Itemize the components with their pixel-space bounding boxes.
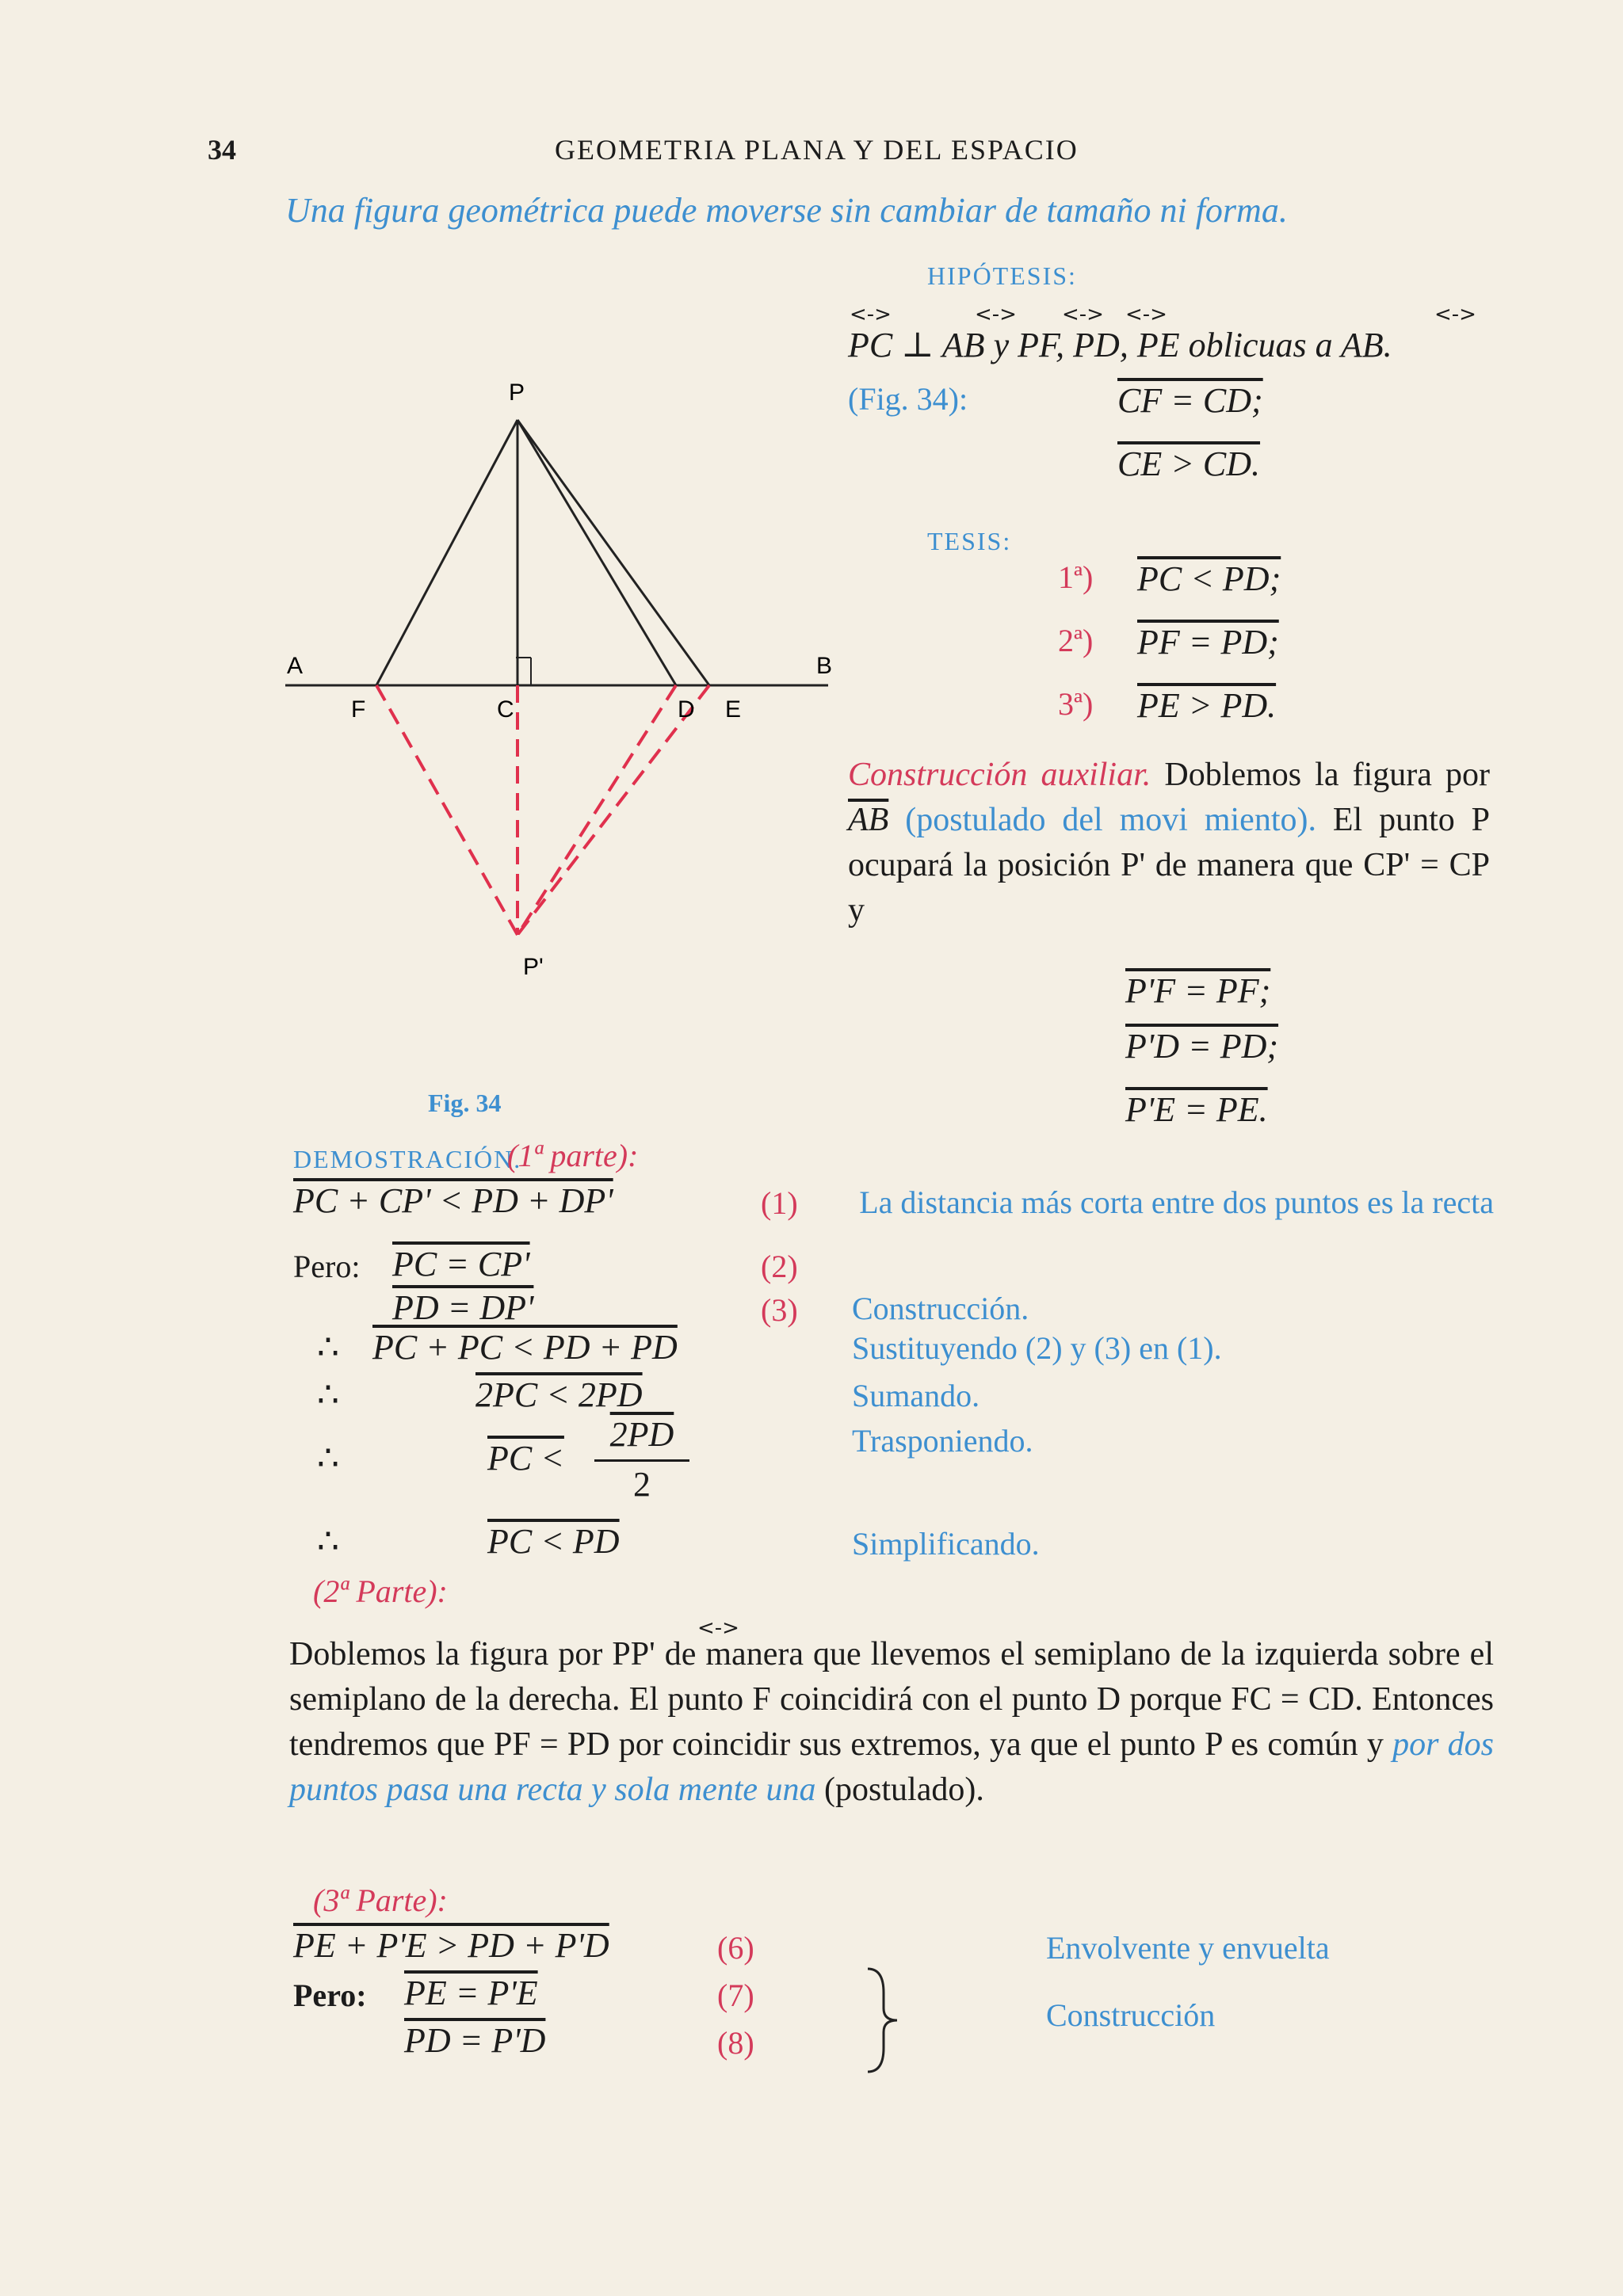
label-b: B — [816, 653, 833, 679]
right-brace — [864, 1965, 903, 2076]
part3-expr-7: PE = P'E — [404, 1974, 538, 2012]
tesis-item-3: PE > PD. — [1137, 686, 1277, 725]
proof-reason-3: Construcción. — [852, 1291, 1029, 1326]
proof-expr-5: 2PC < 2PD — [475, 1375, 643, 1414]
proof-pre-6: ∴ — [317, 1439, 339, 1478]
proof-reason-1: La distancia más corta entre dos puntos es la recta — [859, 1184, 1494, 1220]
proof-reason-5: Sumando. — [852, 1378, 980, 1413]
segment-dpp — [517, 685, 676, 935]
label-a: A — [287, 653, 304, 679]
hipotesis-line: PC ⊥ AB y PF, PD, PE oblicuas a AB. — [848, 326, 1392, 364]
tesis-num-3: 3ª) — [1058, 686, 1094, 722]
fig-reference: (Fig. 34): — [848, 381, 968, 417]
book-page: 34 GEOMETRIA PLANA Y DEL ESPACIO Una figura geométrica puede moverse sin cambiar de tamaño ni forma. P A B F C D E P' Fig. 34 HIPÓTESIS: <-> <-> <-> <-> <-> PC ⊥ AB y PF, PD, PE oblicuas a AB. (Fig. 34): CF = CD; CE > CD. TESIS: 1ª) PC < PD; 2ª) PF = PD; 3ª) PE > PD. Construcción auxiliar. Doblemos la figura por $\overline{AB}$ (postulado del movi miento). El punto P ocupará la posición P' de manera que CP' = CP y P'F = PF; P'D = PD; P'E = PE. DEMOSTRACIÓN. (1ª parte): PC + CP' < PD + DP' (1) La distancia más corta entre dos puntos es la recta Pero: PC = CP' (2) PD = DP' (3) Construcción. ∴ PC + PC < PD + PD Sustituyendo (2) y (3) en (1). ∴ 2PC < 2PD Sumando. ∴ PC < 2PD 2 Trasponiendo. ∴ PC < PD Simplificando. (2ª Parte): <-> Doblemos la figura por PP' de manera que llevemos el semiplano de la izquierda sobre el semiplano de la derecha. El punto F coincidirá con el punto D porque FC = CD. Entonces tendremos que PF = PD por coincidir sus extremos, ya que el punto P es común y por dos puntos pasa una recta y sola mente una (postulado). (3ª Parte): PE + P'E > PD + P'D (6) Envolvente y envuelta Pero: PE = P'E (7) Construcción PD = P'D (8) — [0, 0, 1623, 2296]
proof-expr-3: PD = DP' — [392, 1288, 534, 1327]
part1-heading: (1ª parte): — [507, 1138, 639, 1173]
figure-caption: Fig. 34 — [428, 1089, 502, 1117]
segment-epp — [517, 685, 709, 935]
proof-expr-4: PC + PC < PD + PD — [372, 1328, 678, 1367]
intro-sentence: Una figura geométrica puede moverse sin cambiar de tamaño ni forma. — [285, 191, 1288, 230]
proof-frac-num: 2PD — [609, 1415, 674, 1454]
segment-pf — [376, 420, 517, 685]
demostracion-heading: DEMOSTRACIÓN. — [293, 1145, 522, 1173]
part3-expr-6: PE + P'E > PD + P'D — [293, 1926, 609, 1965]
segment-fpp — [376, 685, 517, 935]
running-title: GEOMETRIA PLANA Y DEL ESPACIO — [555, 134, 1079, 166]
segment-pd — [517, 420, 676, 685]
proof-pre-2: Pero: — [293, 1249, 361, 1284]
construccion-eq2: P'D = PD; — [1125, 1027, 1279, 1066]
proof-num-1: (1) — [761, 1185, 798, 1221]
part2-text-b: (postulado). — [824, 1772, 984, 1808]
proof-frac-den: 2 — [633, 1465, 651, 1504]
construccion-text2: El punto P ocupará la posición P' de manera que CP' = CP y — [848, 802, 1490, 929]
segment-pe — [517, 420, 709, 685]
hipotesis-eq2: CE > CD. — [1117, 444, 1261, 483]
fraction-bar — [594, 1459, 689, 1462]
hipotesis-eq1: CF = CD; — [1117, 381, 1263, 420]
label-e: E — [725, 696, 742, 723]
construccion-paragraph — [848, 753, 1490, 933]
proof-expr-6: PC < — [487, 1439, 564, 1478]
construccion-eq3: P'E = PE. — [1125, 1090, 1268, 1129]
tesis-num-2: 2ª) — [1058, 623, 1094, 658]
hipotesis-heading: HIPÓTESIS: — [927, 261, 1077, 290]
construccion-postulado: (postulado del movi miento). — [905, 802, 1316, 838]
construccion-ab: $\overline{AB}$ — [848, 802, 889, 838]
proof-pre-7: ∴ — [317, 1522, 339, 1561]
proof-reason-7: Simplificando. — [852, 1526, 1040, 1562]
proof-reason-6: Trasponiendo. — [852, 1423, 1033, 1459]
part3-num-6: (6) — [717, 1930, 754, 1966]
part3-num-7: (7) — [717, 1978, 754, 2013]
proof-expr-1: PC + CP' < PD + DP' — [293, 1181, 613, 1220]
part3-heading: (3ª Parte): — [313, 1882, 448, 1918]
part3-reason-7: Construcción — [1046, 1997, 1216, 2033]
proof-expr-7: PC < PD — [487, 1522, 620, 1561]
part3-expr-8: PD = P'D — [404, 2021, 546, 2060]
part2-heading: (2ª Parte): — [313, 1573, 448, 1609]
tesis-heading: TESIS: — [927, 527, 1012, 555]
part3-pre-7: Pero: — [293, 1978, 367, 2013]
tesis-item-2: PF = PD; — [1137, 623, 1279, 662]
figure-lines — [285, 420, 828, 935]
part2-paragraph — [289, 1632, 1494, 1813]
tesis-num-1: 1ª) — [1058, 559, 1094, 595]
construccion-eq1: P'F = PF; — [1125, 971, 1271, 1010]
proof-pre-4: ∴ — [317, 1328, 339, 1367]
part3-reason-6: Envolvente y envuelta — [1046, 1930, 1330, 1966]
proof-expr-2: PC = CP' — [392, 1245, 530, 1283]
part3-num-8: (8) — [717, 2025, 754, 2061]
proof-reason-4: Sustituyendo (2) y (3) en (1). — [852, 1330, 1222, 1366]
label-p: P — [509, 379, 525, 406]
part2-text-a: Doblemos la figura por PP' de manera que llevemos el semiplano de la izquierda sobre el semiplano de la derecha. El punto F coincidirá con el punto D porque FC = CD. Entonces tendremos que PF = PD por coincidir sus extremos, ya que el punto P es común y — [289, 1636, 1494, 1763]
proof-num-2: (2) — [761, 1249, 798, 1284]
figure-34 — [269, 364, 856, 1077]
label-c: C — [497, 696, 514, 723]
proof-pre-5: ∴ — [317, 1375, 339, 1414]
label-f: F — [351, 696, 366, 723]
construccion-text1: Doblemos la figura por — [1164, 757, 1490, 793]
construccion-title: Construcción auxiliar. — [848, 757, 1151, 793]
proof-num-3: (3) — [761, 1292, 798, 1328]
label-d: D — [678, 696, 695, 723]
part2-text-blue: por dos puntos pasa una recta y sola mente una — [289, 1726, 1494, 1808]
tesis-item-1: PC < PD; — [1137, 559, 1281, 598]
label-p-prime: P' — [523, 954, 544, 980]
page-number: 34 — [208, 134, 236, 166]
